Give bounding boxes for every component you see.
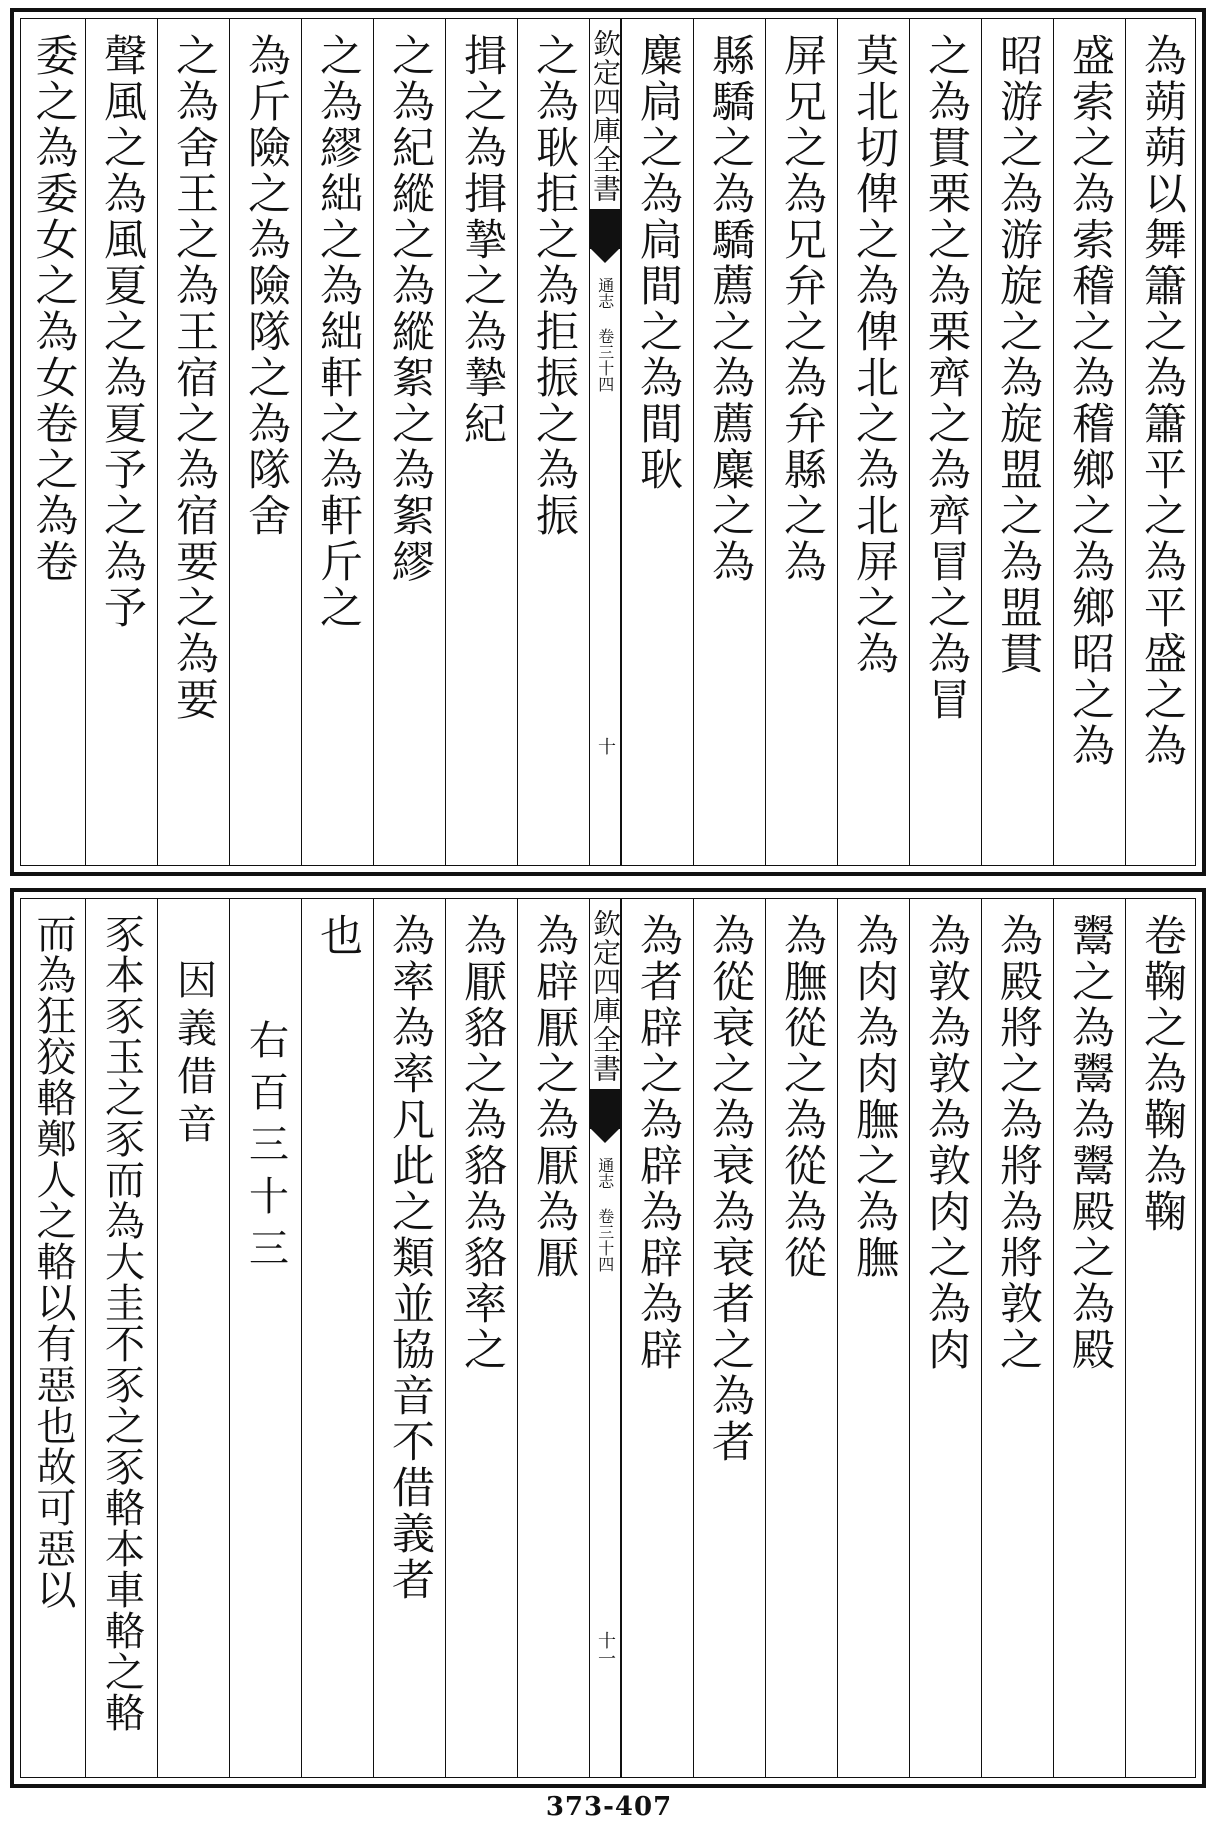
column-text: 之為舍王之為王宿之為宿要之為要 [169, 33, 219, 723]
column-text: 麋扃之為扃間之為間耿 [633, 33, 683, 493]
text-column [517, 19, 589, 865]
text-column [909, 899, 981, 1777]
center-fold-column [589, 899, 621, 1777]
text-column [373, 19, 445, 865]
column-text: 為厭貉之為貉為貉率之 [457, 913, 507, 1373]
text-column [517, 899, 589, 1777]
lower-page-frame [20, 898, 1196, 1778]
lower-page-panel [10, 888, 1206, 1788]
text-column [765, 899, 837, 1777]
column-text: 為辟厭之為厭為厭 [529, 913, 579, 1281]
section-title: 因義借音 [170, 959, 217, 1151]
text-column [1125, 899, 1197, 1777]
volume-label: 通志 卷三十四 [595, 1157, 615, 1272]
text-column [693, 19, 765, 865]
column-text: 聲風之為風夏之為夏予之為予 [97, 33, 147, 631]
column-text: 昭游之為游旋之為旋盟之為盟貫 [993, 33, 1043, 677]
column-text: 之為紀縱之為縱絮之為絮繆 [385, 33, 435, 585]
text-column [445, 899, 517, 1777]
page-code: 373-407 [545, 1792, 673, 1822]
text-column [621, 19, 693, 865]
column-text: 之為耿拒之為拒振之為振 [529, 33, 579, 539]
volume-label: 通志 卷三十四 [595, 277, 615, 392]
text-column [229, 899, 301, 1777]
column-text: 為從衰之為衰為衰者之為者 [705, 913, 755, 1465]
fish-tail-mark [590, 209, 620, 249]
text-column [157, 19, 229, 865]
text-column [693, 899, 765, 1777]
text-column [157, 899, 229, 1777]
column-text: 為者辟之為辟為辟為辟 [633, 913, 683, 1373]
text-column [445, 19, 517, 865]
text-column [301, 19, 373, 865]
column-text: 鬻之為鬻為鬻殿之為殿 [1065, 913, 1115, 1373]
column-text: 為斤險之為險隊之為隊舍 [241, 33, 291, 539]
upper-page-panel [10, 8, 1206, 876]
column-text: 豕本豕玉之豕而為大圭不豕之豕輅本車輅之輅 [98, 913, 145, 1733]
text-column [765, 19, 837, 865]
column-text: 縣驕之為驕薦之為薦麋之為 [705, 33, 755, 585]
page-number: 十一 [595, 1631, 616, 1667]
column-text: 為殿將之為將為將敦之 [993, 913, 1043, 1373]
text-column [981, 19, 1053, 865]
text-column [981, 899, 1053, 1777]
column-text: 揖之為揖摯之為摯紀 [457, 33, 507, 447]
text-column [1125, 19, 1197, 865]
text-column [85, 899, 157, 1777]
text-column [837, 19, 909, 865]
text-column [85, 19, 157, 865]
column-text: 為蒴蒴以舞簫之為簫平之為平盛之為 [1137, 33, 1187, 769]
column-text: 也 [313, 913, 363, 959]
column-text: 委之為委女之為女卷之為卷 [28, 33, 79, 585]
book-title: 欽定四庫全書 [589, 29, 622, 203]
book-title: 欽定四庫全書 [589, 909, 622, 1083]
column-text: 屏兄之為兄弁之為弁縣之為 [777, 33, 827, 585]
text-column [1053, 19, 1125, 865]
column-text: 卷鞠之為鞠為鞠 [1137, 913, 1187, 1235]
text-column [837, 899, 909, 1777]
center-fold-column [589, 19, 621, 865]
column-text: 而為狂狡輅鄭人之輅以有惡也故可惡以 [30, 913, 76, 1610]
text-column [229, 19, 301, 865]
text-column [373, 899, 445, 1777]
fish-tail-mark [590, 1089, 620, 1129]
column-text: 盛索之為索稽之為稽鄉之為鄉昭之為 [1065, 33, 1115, 769]
section-count-heading: 右百三十三 [242, 1019, 289, 1279]
text-column [21, 19, 85, 865]
column-text: 之為貫栗之為栗齊之為齊冒之為冒 [921, 33, 971, 723]
text-column [301, 899, 373, 1777]
column-text: 莫北切俾之為俾北之為北屏之為 [849, 33, 899, 677]
upper-page-frame [20, 18, 1196, 866]
column-text: 為肉為肉膴之為膴 [849, 913, 899, 1281]
column-text: 為膴從之為從為從 [777, 913, 827, 1281]
column-text: 之為繆絀之為絀軒之為軒斤之 [313, 33, 363, 631]
column-text: 為敦為敦為敦肉之為肉 [921, 913, 971, 1373]
text-column [909, 19, 981, 865]
column-text: 為率為率凡此之類並協音不借義者 [385, 913, 435, 1603]
page-number: 十 [595, 737, 616, 755]
text-column [21, 899, 85, 1777]
text-column [621, 899, 693, 1777]
text-column [1053, 899, 1125, 1777]
